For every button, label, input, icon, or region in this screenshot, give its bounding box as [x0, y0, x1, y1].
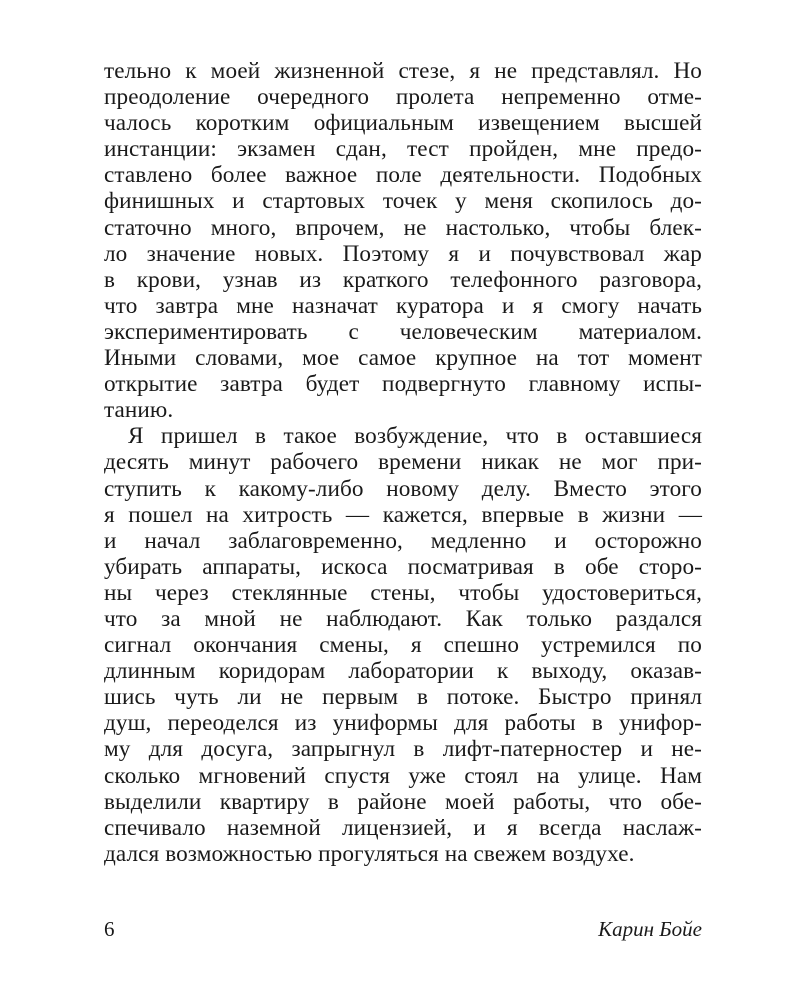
- book-page: [104, 58, 702, 988]
- text-line: я пошел на хитрость — кажется, впервые в жизни —: [104, 501, 702, 528]
- text-line: десять минут рабочего времени никак не мог при-: [104, 449, 702, 476]
- text-line: душ, переоделся из униформы для работы в унифор-: [104, 710, 702, 737]
- text-line: статочно много, впрочем, не настолько, чтобы блек-: [104, 214, 702, 241]
- text-line: и начал заблаговременно, медленно и осторожно: [104, 527, 702, 554]
- text-line: что завтра мне назначат куратора и я смогу начать: [104, 292, 702, 319]
- text-line: Иными словами, мое самое крупное на тот момент: [104, 345, 702, 372]
- text-line: выделили квартиру в районе моей работы, что обе-: [104, 788, 702, 815]
- text-line: шись чуть ли не первым в потоке. Быстро принял: [104, 684, 702, 711]
- text-line: экспериментировать с человеческим материалом.: [104, 318, 702, 345]
- text-line: преодоление очередного пролета непременно отме-: [104, 84, 702, 111]
- text-line: спечивало наземной лицензией, и я всегда наслаж-: [104, 814, 702, 841]
- text-line: финишных и стартовых точек у меня скопилось до-: [104, 188, 702, 215]
- text-line: ступить к какому-либо новому делу. Вместо этого: [104, 475, 702, 502]
- page-number: 6: [104, 917, 115, 941]
- text-line: что за мной не наблюдают. Как только раздался: [104, 605, 702, 632]
- paragraph-1: [104, 58, 702, 423]
- text-line: сколько мгновений спустя уже стоял на улице. Нам: [104, 762, 702, 789]
- text-line: танию.: [104, 397, 174, 424]
- text-line: инстанции: экзамен сдан, тест пройден, мне предо-: [104, 136, 702, 163]
- text-line: ставлено более важное поле деятельности. Подобных: [104, 162, 702, 189]
- paragraph-2: [104, 423, 702, 867]
- page-footer: [104, 914, 702, 944]
- text-line: му для досуга, запрыгнул в лифт-патерностер и не-: [104, 736, 702, 763]
- text-line: открытие завтра будет подвергнуто главному испы-: [104, 371, 702, 398]
- body-text: [104, 58, 702, 867]
- text-line: чалось коротким официальным извещением высшей: [104, 110, 702, 137]
- text-line: ло значение новых. Поэтому я и почувствовал жар: [104, 240, 702, 267]
- text-line: дался возможностью прогуляться на свежем воздухе.: [104, 840, 635, 867]
- text-line: тельно к моей жизненной стезе, я не представлял. Но: [104, 58, 702, 84]
- running-author: Карин Бойе: [598, 917, 702, 941]
- text-line: ны через стеклянные стены, чтобы удостовериться,: [104, 579, 702, 606]
- text-line: длинным коридорам лаборатории к выходу, оказав-: [104, 658, 702, 685]
- text-line: Я пришел в такое возбуждение, что в оставшиеся: [128, 423, 702, 450]
- text-line: в крови, узнав из краткого телефонного разговора,: [104, 266, 702, 293]
- text-line: убирать аппараты, искоса посматривая в обе сторо-: [104, 553, 702, 580]
- text-line: сигнал окончания смены, я спешно устремился по: [104, 632, 702, 659]
